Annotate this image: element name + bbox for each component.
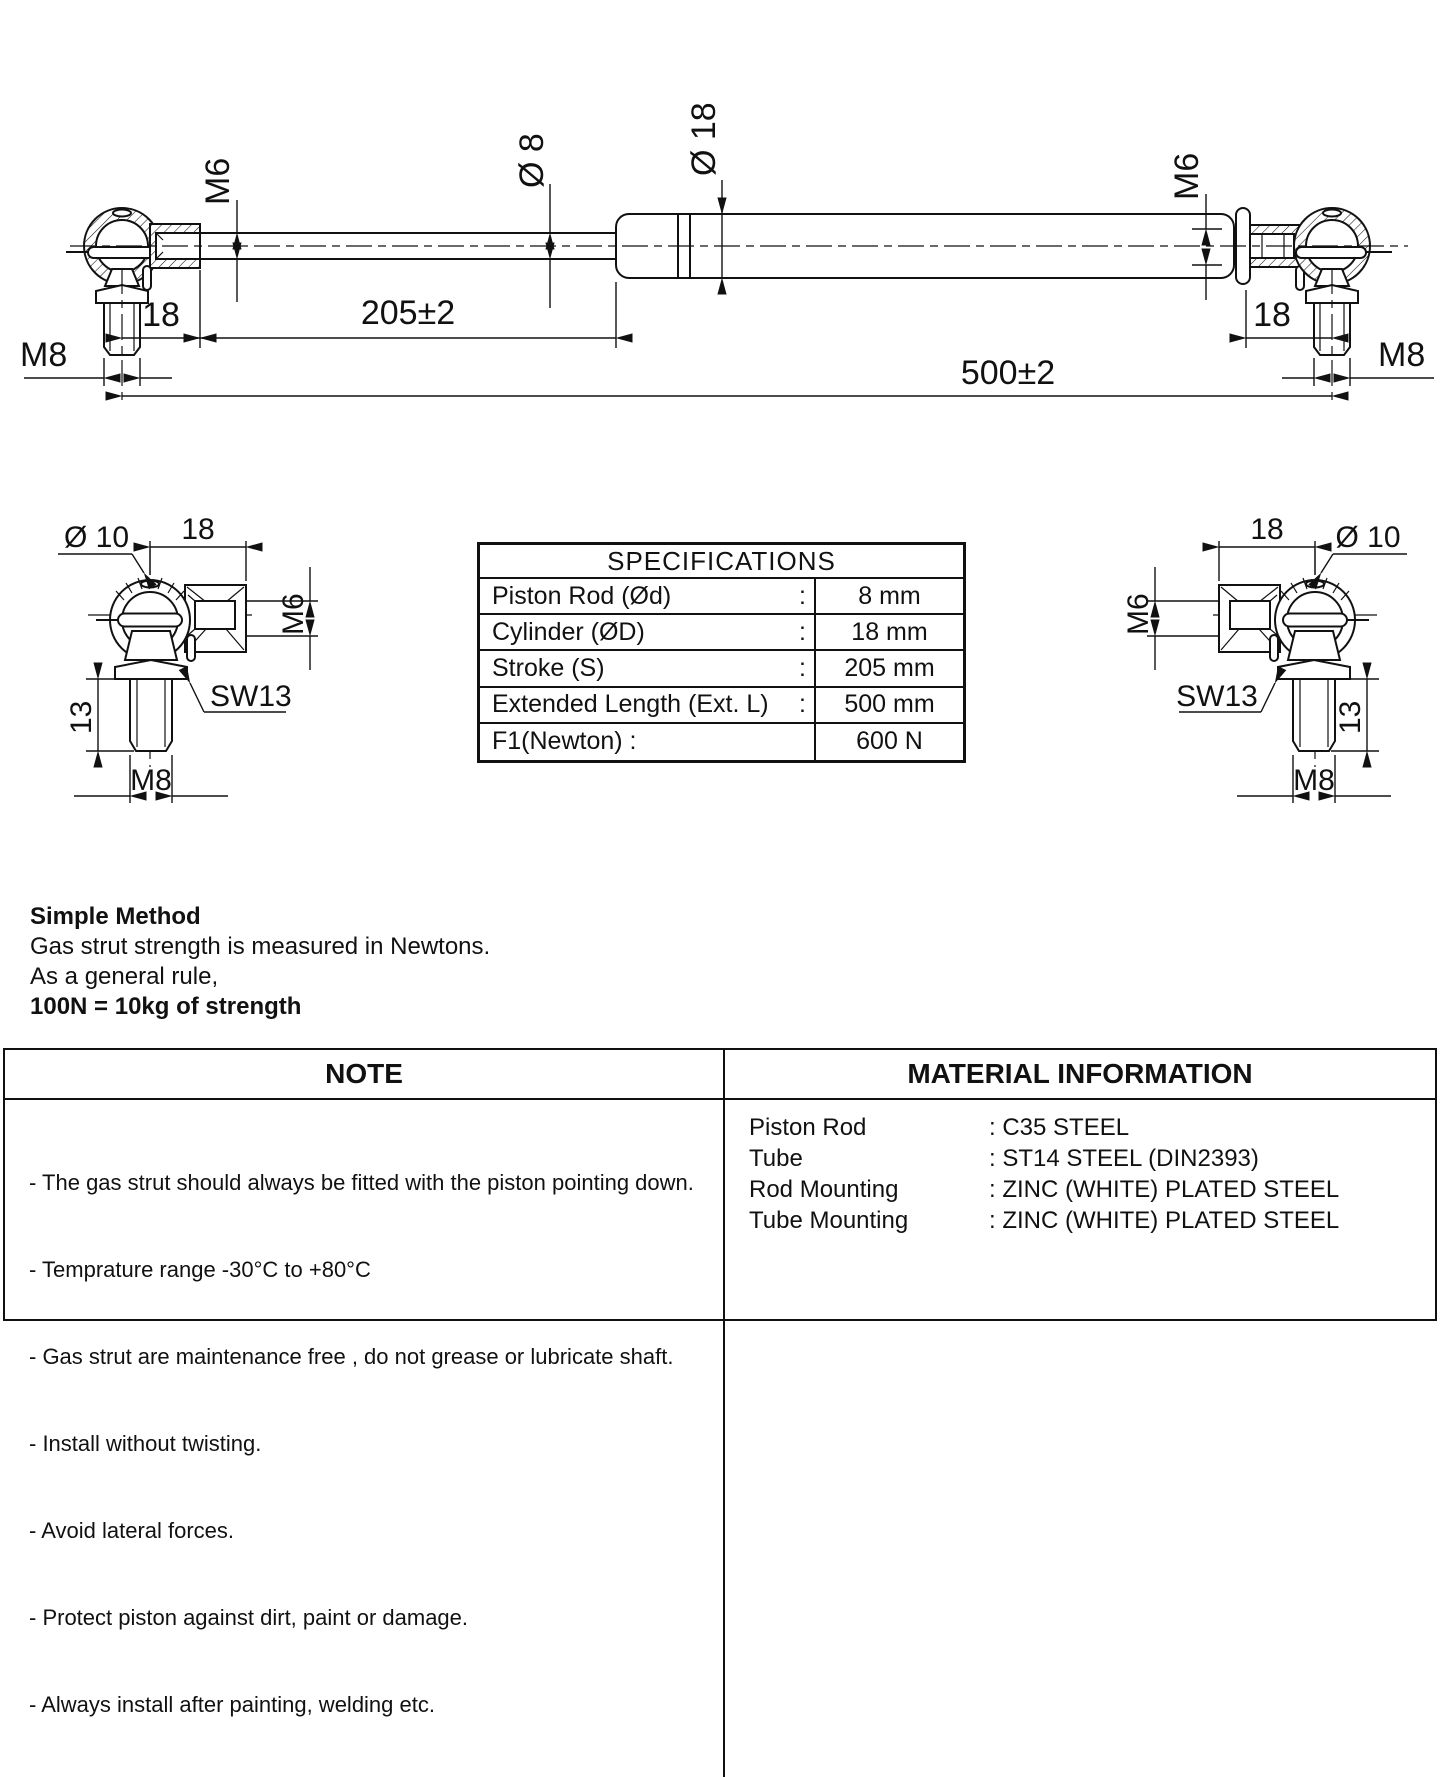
simple-method-line: As a general rule, <box>30 963 219 990</box>
spec-colon: : <box>799 617 806 646</box>
label-m8-left: M8 <box>20 336 68 374</box>
simple-method-line: Gas strut strength is measured in Newtons. <box>30 933 491 960</box>
label-18-right: 18 <box>1253 296 1291 334</box>
spec-value: 18 mm <box>851 617 928 646</box>
simple-method-block <box>30 902 730 1022</box>
spec-colon: : <box>799 653 806 682</box>
note-line: - Protect piston against dirt, paint or damage. <box>29 1605 469 1630</box>
left-housing-crimp <box>113 210 131 217</box>
label-socket-thread: M6 <box>1122 593 1155 635</box>
material-row <box>749 1143 1427 1174</box>
gas-strut-main-drawing <box>0 0 1445 470</box>
spec-row <box>480 651 963 687</box>
spec-label: F1(Newton) : <box>492 727 637 756</box>
spec-row <box>480 724 963 760</box>
label-extended-length: 500±2 <box>960 354 1056 392</box>
spec-colon: : <box>799 690 806 719</box>
spec-label: Piston Rod (Ød) <box>492 581 672 610</box>
label-18-left: 18 <box>142 296 180 334</box>
material-list <box>725 1100 1435 1777</box>
label-socket-thread: M6 <box>277 593 310 635</box>
spec-label: Extended Length (Ext. L) <box>492 690 769 719</box>
spec-label: Cylinder (ØD) <box>492 617 645 646</box>
right-clip-slot <box>1296 247 1366 258</box>
spec-value: 8 mm <box>858 581 921 610</box>
label-stud-length: 13 <box>65 700 98 734</box>
material-name: Rod Mounting <box>749 1176 899 1203</box>
spec-row <box>480 615 963 651</box>
label-ball-diameter: Ø 10 <box>64 521 130 554</box>
left-detail-geometry <box>58 541 318 803</box>
spec-colon: : <box>799 581 806 610</box>
note-material-table <box>3 1048 1437 1717</box>
material-name: Tube Mounting <box>749 1207 909 1234</box>
material-value: : C35 STEEL <box>989 1114 1130 1141</box>
label-m8-right: M8 <box>1378 336 1426 374</box>
material-value: : ZINC (WHITE) PLATED STEEL <box>989 1207 1340 1234</box>
label-stroke: 205±2 <box>360 294 456 332</box>
note-line: - Always install after painting, welding etc. <box>29 1692 435 1717</box>
right-housing-crimp <box>1323 210 1341 217</box>
label-stud-thread: M8 <box>1293 764 1335 797</box>
label-stud-length: 13 <box>1334 700 1367 734</box>
label-body-width: 18 <box>1250 513 1284 546</box>
label-cylinder-diameter: Ø 18 <box>685 102 723 176</box>
simple-method-rule: 100N = 10kg of strength <box>30 993 302 1020</box>
note-line: - Avoid lateral forces. <box>29 1518 235 1543</box>
right-end-fitting-detail <box>1065 505 1445 835</box>
specifications-table <box>477 542 966 763</box>
note-line: - Temprature range -30°C to +80°C <box>29 1257 371 1282</box>
left-clip-slot <box>88 247 158 258</box>
note-header: NOTE <box>5 1050 725 1100</box>
material-value: : ZINC (WHITE) PLATED STEEL <box>989 1176 1340 1203</box>
note-list <box>5 1100 725 1777</box>
left-end-fitting-detail <box>20 505 400 835</box>
left-clip-pin <box>143 266 151 290</box>
label-wrench-size: SW13 <box>1176 680 1258 713</box>
label-stud-thread: M8 <box>130 764 172 797</box>
spec-label: Stroke (S) <box>492 653 605 682</box>
label-body-width: 18 <box>181 513 215 546</box>
simple-method-title: Simple Method <box>30 903 201 930</box>
note-line: - Install without twisting. <box>29 1431 262 1456</box>
spec-value: 500 mm <box>844 690 935 719</box>
material-row <box>749 1174 1427 1205</box>
material-row <box>749 1112 1427 1143</box>
spec-value: 205 mm <box>844 653 935 682</box>
label-m6-right: M6 <box>1168 152 1206 200</box>
material-value: : ST14 STEEL (DIN2393) <box>989 1145 1259 1172</box>
label-rod-diameter: Ø 8 <box>513 133 551 188</box>
note-line: - Gas strut are maintenance free , do not grease or lubricate shaft. <box>29 1344 674 1369</box>
material-name: Piston Rod <box>749 1114 867 1141</box>
label-m6-left: M6 <box>199 157 237 205</box>
specifications-title: SPECIFICATIONS <box>480 545 963 579</box>
material-row <box>749 1205 1427 1236</box>
label-wrench-size: SW13 <box>210 680 292 713</box>
spec-row <box>480 688 963 724</box>
note-line: - The gas strut should always be fitted with the piston pointing down. <box>29 1170 694 1195</box>
material-header: MATERIAL INFORMATION <box>725 1050 1435 1100</box>
material-name: Tube <box>749 1145 803 1172</box>
spec-row <box>480 579 963 615</box>
right-detail-geometry <box>1147 541 1407 803</box>
spec-value: 600 N <box>856 727 923 756</box>
label-ball-diameter: Ø 10 <box>1335 521 1401 554</box>
